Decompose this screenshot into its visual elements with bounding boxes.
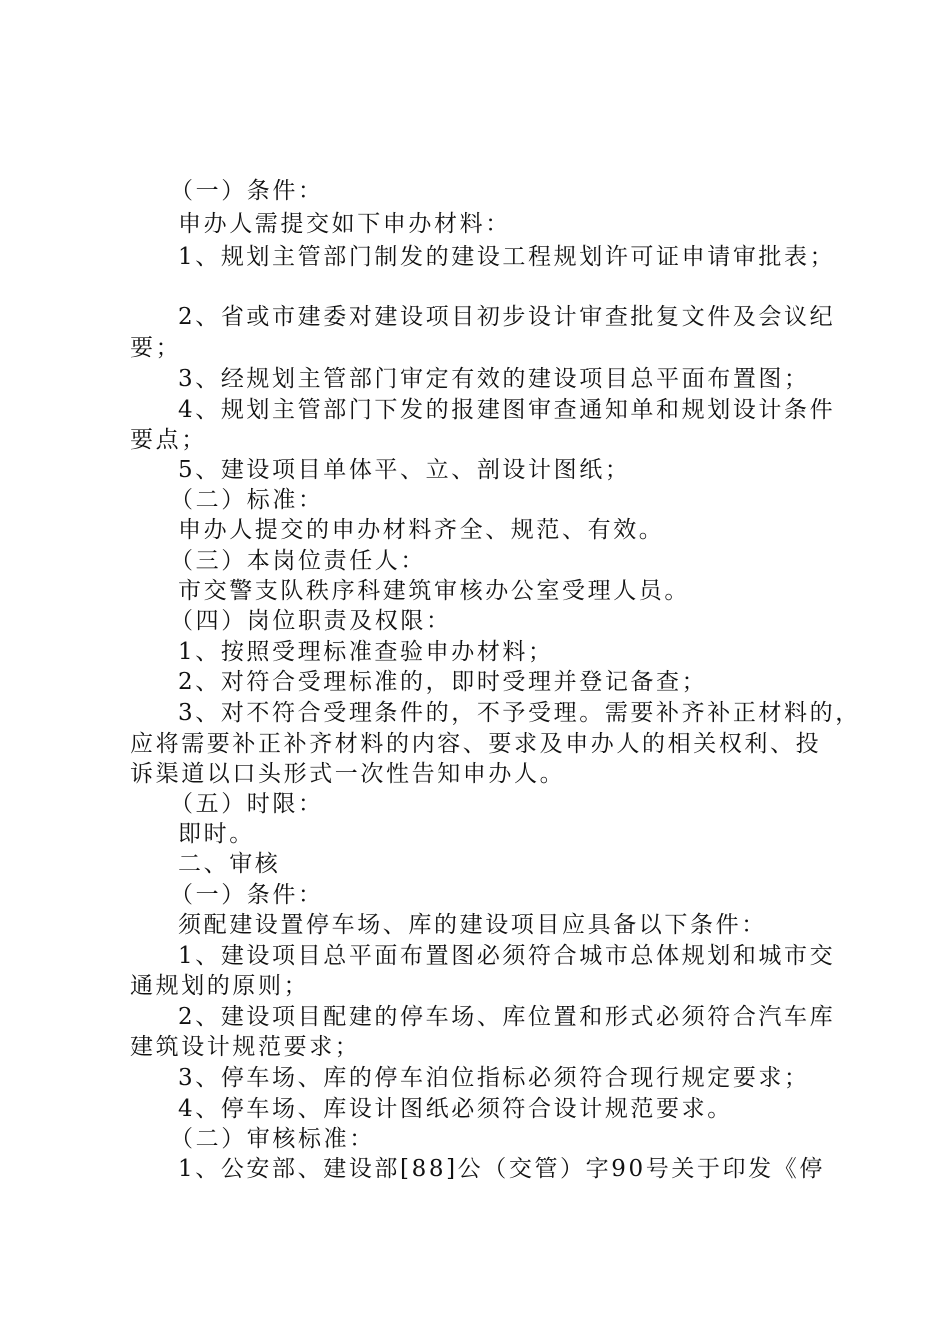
section-heading: （一）条件： xyxy=(170,882,324,908)
list-item: 1、规划主管部门制发的建设工程规划许可证申请审批表； xyxy=(178,244,836,270)
paragraph: 须配建设置停车场、库的建设项目应具备以下条件： xyxy=(178,912,767,938)
list-item-continuation: 要点； xyxy=(130,427,207,453)
list-item: 2、建设项目配建的停车场、库位置和形式必须符合汽车库 xyxy=(178,1004,836,1030)
section-heading: （二）审核标准： xyxy=(170,1126,375,1152)
section-heading: （二）标准： xyxy=(170,487,324,513)
list-item: 1、按照受理标准查验申办材料； xyxy=(178,639,554,665)
list-item: 3、停车场、库的停车泊位指标必须符合现行规定要求； xyxy=(178,1065,810,1091)
list-item-continuation: 建筑设计规范要求； xyxy=(130,1034,361,1060)
list-item: 4、停车场、库设计图纸必须符合设计规范要求。 xyxy=(178,1096,733,1122)
list-item-continuation: 应将需要补正补齐材料的内容、要求及申办人的相关权利、投 xyxy=(130,731,822,757)
paragraph: 即时。 xyxy=(178,821,255,847)
list-item: 3、经规划主管部门审定有效的建设项目总平面布置图； xyxy=(178,366,810,392)
list-item-continuation: 通规划的原则； xyxy=(130,973,310,999)
paragraph: 市交警支队秩序科建筑审核办公室受理人员。 xyxy=(178,578,690,604)
section-heading: （五）时限： xyxy=(170,791,324,817)
paragraph: 申办人提交的申办材料齐全、规范、有效。 xyxy=(178,517,665,543)
list-item: 2、对符合受理标准的，即时受理并登记备查； xyxy=(178,669,708,695)
list-item: 2、省或市建委对建设项目初步设计审查批复文件及会议纪 xyxy=(178,304,836,330)
chapter-heading: 二、审核 xyxy=(178,851,281,877)
list-item: 3、对不符合受理条件的，不予受理。需要补齐补正材料的， xyxy=(178,700,861,726)
paragraph: 申办人需提交如下申办材料： xyxy=(178,211,511,237)
list-item: 5、建设项目单体平、立、剖设计图纸； xyxy=(178,457,631,483)
list-item-continuation: 要； xyxy=(130,335,182,361)
list-item: 1、建设项目总平面布置图必须符合城市总体规划和城市交 xyxy=(178,943,836,969)
list-item: 4、规划主管部门下发的报建图审查通知单和规划设计条件 xyxy=(178,397,836,423)
section-heading: （四）岗位职责及权限： xyxy=(170,608,452,634)
list-item: 1、公安部、建设部[88]公（交管）字90号关于印发《停 xyxy=(178,1156,825,1182)
list-item-continuation: 诉渠道以口头形式一次性告知申办人。 xyxy=(130,761,566,787)
section-heading: （一）条件： xyxy=(170,178,324,204)
section-heading: （三）本岗位责任人： xyxy=(170,548,426,574)
